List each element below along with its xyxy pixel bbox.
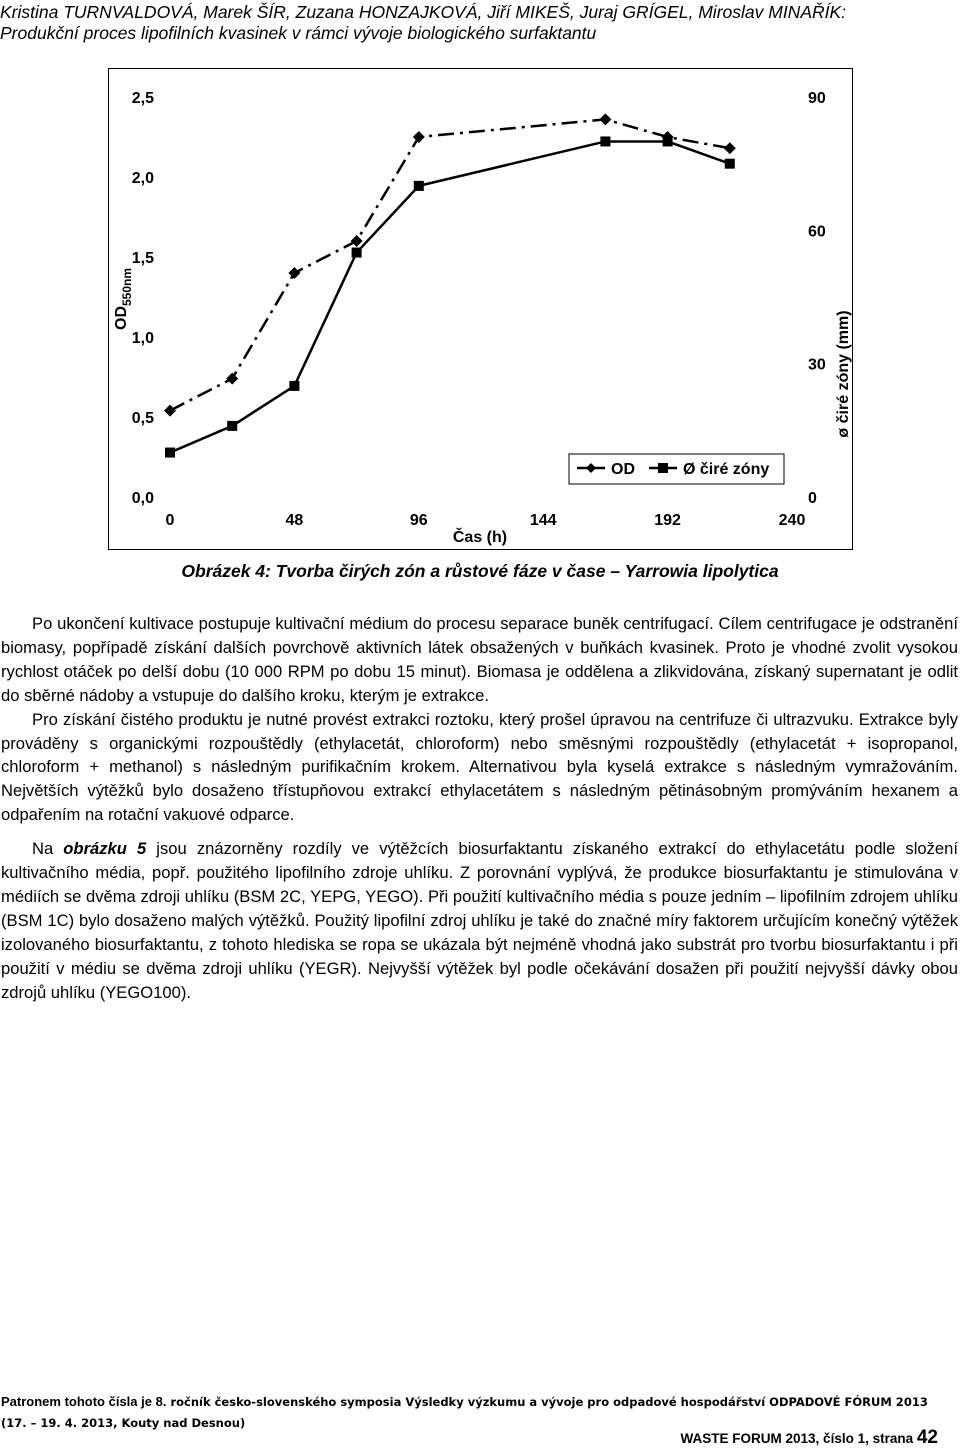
clear-zone-point-marker [663,136,673,146]
legend-square-marker [658,463,668,473]
x-tick-label: 192 [654,512,681,529]
x-axis-label: Čas (h) [452,529,508,546]
legend-label-zone: Ø čiré zóny [683,461,770,478]
y-axis-label: $OD_{550nm}$ [113,267,134,330]
footer-patron-dates: (17. – 19. 4. 2013, Kouty nad Desnou) [1,1416,246,1430]
y-tick-label: 1,0 [131,330,154,347]
y2-tick-label: 60 [808,223,826,241]
paragraph-yields: Na obrázku 5 jsou znázorněny rozdíly ve výtěžcích biosurfaktantu získaného extrakcí do ethylacetátu podle složení kultivačního média, popř. použitého lipofilního zdroje uhlíku. Z porovnání vyplývá, že produkce biosurfaktantu je stimulována v médiích se dvěma zdroji uhlíku (BSM 2C, YEPG, YEGO). Při použití kultivačního média s pouze jedním – lipofilním zdrojem uhlíku (BSM 1C) bylo dosaženo malých výtěžků. Použitý lipofilní zdroj uhlíku je také do značné míry faktorem určujícím konečný výtěžek izolovaného biosurfaktantu, z tohoto hlediska se ropa se ukázala být nejméně vhodná jako substrát pro tvorbu biosurfaktantu i při použití v médiu se dvěma zdroji uhlíku (YEGR). Nejvyšší výtěžek byl podle očekávání dosažen při použití nejvyšší dávky obou zdrojů uhlíku (YEGO100). [1,839,959,1002]
growth-chart [108,68,853,550]
y2-tick-label: 0 [808,490,817,507]
footer-journal: WASTE FORUM 2013, číslo 1, strana 42 [680,1427,938,1448]
clear-zone-point-marker [352,248,362,258]
page-number: 42 [916,1427,938,1448]
y-tick-label: 2,0 [131,170,154,187]
y2-axis-label: ø čiré zóny (mm) [835,310,852,438]
body-text [1,612,958,1005]
footer-patron-text: ročník česko-slovenského symposia Výsledky výzkumu a vývoje pro odpadové hospodářství ODPADOVÉ FÓRUM 2013 [166,1395,928,1409]
y2-tick-label: 90 [808,90,826,107]
footer-patron-label: Patronem tohoto čísla je 8. [1,1394,167,1409]
clear-zone-point-marker [227,421,237,431]
y-tick-label: 0,0 [131,490,154,507]
figure-caption: Obrázek 4: Tvorba čirých zón a růstové fáze v čase – Yarrowia lipolytica [181,561,779,581]
x-tick-label: 0 [165,512,175,529]
y-tick-label: 0,5 [131,410,154,427]
legend-label-od: OD [611,461,635,478]
clear-zone-point-marker [600,136,610,146]
clear-zone-point-marker [725,159,735,169]
figure-reference: obrázku 5 [63,839,147,859]
x-tick-label: 240 [778,512,806,529]
y-tick-label: 1,5 [131,250,154,267]
chart-legend [569,454,784,484]
x-tick-label: 48 [285,512,304,529]
paragraph-centrifugation: Po ukončení kultivace postupuje kultivační médium do procesu separace buněk centrifugací. Cílem centrifugace je odstranění biomasy, popřípadě získání dalších povrchově aktivních látek obsažených v buňkách kvasinek. Proto je vhodné zvolit vysokou rychlost otáček po delší dobu (10 000 RPM po dobu 15 minut). Biomasa je oddělena a zlikvidována, získaný supernatant je odlit do sběrné nádoby a vstupuje do dalšího kroku, kterým je extrakce. [1,614,958,705]
clear-zone-point-marker [165,448,175,458]
y-tick-label: 2,5 [131,90,154,107]
header-authors: Kristina TURNVALDOVÁ, Marek ŠÍR, Zuzana HONZAJKOVÁ, Jiří MIKEŠ, Juraj GRÍGEL, Miroslav MINAŘÍK: [0,2,847,22]
header-article-title: Produkční proces lipofilních kvasinek v rámci vývoje biologického surfaktantu [0,23,597,43]
paragraph-extraction: Pro získání čistého produktu je nutné provést extrakci roztoku, který prošel úpravou na centrifuze či ultrazvuku. Extrakce byly prováděny s organickými rozpouštědly (ethylacetát, chloroform) nebo směsnými rozpouštědly (ethylacetát + isopropanol, chloroform + methanol) s následným purifikačním krokem. Alternativou byla kyselá extrakce s následným vymražováním. Největších výtěžků bylo dosaženo třístupňovou extrakcí ethylacetátem s následným pětinásobným promýváním hexanem a odpařením na rotační vakuové odparce. [1,709,958,825]
y2-tick-label: 30 [808,356,826,374]
clear-zone-point-marker [289,381,299,391]
x-tick-label: 144 [529,512,557,529]
x-tick-label: 96 [409,512,428,529]
clear-zone-point-marker [414,181,424,191]
page-header [0,2,958,44]
